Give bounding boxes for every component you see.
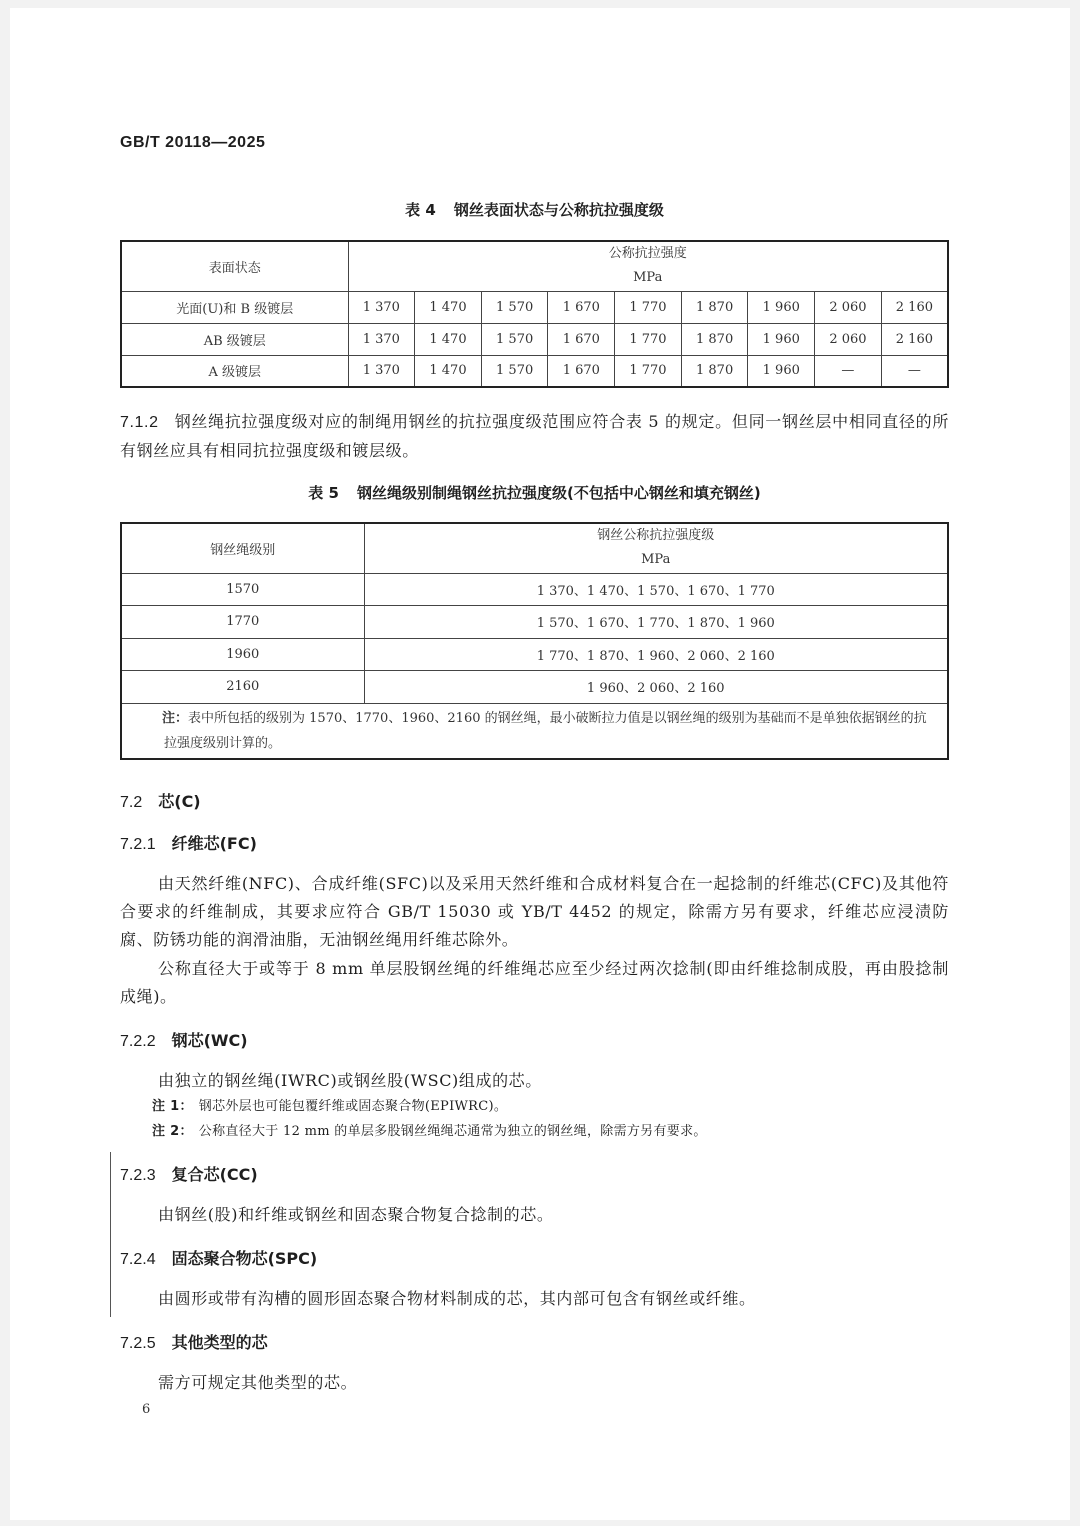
heading-7-2-4 [120,1246,317,1269]
note-2 [152,1120,949,1144]
note-text: 公称直径大于 12 mm 的单层多股钢丝绳绳芯通常为独立的钢丝绳，除需方另有要求。 [198,1124,707,1139]
table-row [121,355,948,387]
section-number: 7.2.4 [120,1251,156,1268]
note-1 [152,1095,949,1119]
table5-caption [120,482,949,503]
table-cell: 1 470 [415,323,482,355]
section-number: 7.2 [120,794,143,811]
heading-7-2 [120,789,201,812]
section-title: 其他类型的芯 [171,1333,268,1352]
table-row [121,573,948,605]
table5-col1-header: 钢丝绳级别 [121,523,364,573]
table-cell: 1 870 [681,355,748,387]
table-cell: 1 370 [348,291,415,323]
table-row [121,670,948,703]
strength-range: 1 370、1 470、1 570、1 670、1 770 [364,573,948,605]
table5-title: 钢丝绳级别制绳钢丝抗拉强度级(不包括中心钢丝和填充钢丝) [356,484,761,502]
section-title: 固态聚合物芯(SPC) [171,1249,318,1268]
table-cell: 2 060 [815,323,882,355]
rope-grade: 1960 [121,638,364,670]
heading-7-2-5 [120,1330,268,1353]
table-cell: 2 060 [815,291,882,323]
table-row [121,638,948,670]
table-cell: 1 960 [748,291,815,323]
strength-range: 1 960、2 060、2 160 [364,670,948,703]
rope-grade: 1770 [121,605,364,638]
table-cell: 1 570 [481,291,548,323]
heading-7-2-2 [120,1028,248,1051]
section-number: 7.2.5 [120,1335,156,1352]
section-title: 芯(C) [158,792,201,811]
paragraph-7-2-1-2: 公称直径大于或等于 8 mm 单层股钢丝绳的纤维绳芯应至少经过两次捻制(即由纤维捻制成股，再由股捻制成绳)。 [120,959,949,1006]
table-cell: — [815,355,882,387]
paragraph-7-1-2 [120,408,949,465]
paragraph-7-2-2-1: 由独立的钢丝绳(IWRC)或钢丝股(WSC)组成的芯。 [158,1071,542,1090]
paragraph-7-2-4-1: 由圆形或带有沟槽的圆形固态聚合物材料制成的芯，其内部可包含有钢丝或纤维。 [158,1289,756,1308]
table-row [121,323,948,355]
strength-range: 1 570、1 670、1 770、1 870、1 960 [364,605,948,638]
rope-grade: 1570 [121,573,364,605]
table-cell: 1 570 [481,355,548,387]
table-cell: 1 770 [615,291,682,323]
table5-number: 表 5 [308,484,339,502]
table-cell: 1 470 [415,355,482,387]
table-cell: 2 160 [881,323,948,355]
section-number: 7.1.2 [120,414,159,431]
table4-group-header: 公称抗拉强度 MPa [348,241,948,291]
rope-grade: 2160 [121,670,364,703]
table-cell: 1 870 [681,323,748,355]
note-text: 表中所包括的级别为 1570、1770、1960、2160 的钢丝绳，最小破断拉力值是以钢丝绳的级别为基础而不是单独依据钢丝的抗拉强度级别计算的。 [164,710,927,751]
table-cell: 1 870 [681,291,748,323]
table4-title: 钢丝表面状态与公称抗拉强度级 [453,201,664,219]
table-cell: 1 570 [481,323,548,355]
section-title: 纤维芯(FC) [171,834,257,853]
table-cell: 1 770 [615,355,682,387]
strength-range: 1 770、1 870、1 960、2 060、2 160 [364,638,948,670]
table4-caption [120,199,949,220]
paragraph-7-2-1-1: 由天然纤维(NFC)、合成纤维(SFC)以及采用天然纤维和合成材料复合在一起捻制的纤维芯(CFC)及其他符合要求的纤维制成，其要求应符合 GB/T 15030 或 YB/T 4452 的规定，除需方另有要求，纤维芯应浸渍防腐、防锈功能的润滑油脂，无油钢丝绳用纤维芯除外。 [120,874,949,949]
table-cell: — [881,355,948,387]
section-title: 复合芯(CC) [171,1165,258,1184]
table-cell: 1 770 [615,323,682,355]
table5-col2-header: 钢丝公称抗拉强度级 MPa [364,523,948,573]
table-cell: 1 670 [548,355,615,387]
section-title: 钢芯(WC) [171,1031,248,1050]
table-cell: 1 470 [415,291,482,323]
table-cell: 1 960 [748,323,815,355]
table4-unit: MPa [633,270,663,286]
note-label: 注： [162,710,189,726]
table-row [121,291,948,323]
heading-7-2-3 [120,1162,258,1185]
table4-number: 表 4 [405,201,436,219]
paragraph-7-2-3-1: 由钢丝(股)和纤维或钢丝和固态聚合物复合捻制的芯。 [158,1205,554,1224]
row-label: 光面(U)和 B 级镀层 [121,291,348,323]
section-number: 7.2.1 [120,836,156,853]
table-cell: 1 960 [748,355,815,387]
section-number: 7.2.2 [120,1033,156,1050]
standard-number: GB/T 20118—2025 [120,134,266,151]
paragraph-7-2-5-1: 需方可规定其他类型的芯。 [158,1373,358,1392]
paragraph-text: 钢丝绳抗拉强度级对应的制绳用钢丝的抗拉强度级范围应符合表 5 的规定。但同一钢丝层中相同直径的所有钢丝应具有相同抗拉强度级和镀层级。 [120,412,949,460]
table-row [121,605,948,638]
row-label: A 级镀层 [121,355,348,387]
table5-unit: MPa [641,552,671,568]
note-text: 钢芯外层也可能包覆纤维或固态聚合物(EPIWRC)。 [198,1099,508,1114]
revision-bar [110,1152,111,1317]
table-cell: 1 670 [548,291,615,323]
page-number: 6 [142,1402,151,1417]
note-label: 注 1： [152,1099,193,1114]
table4 [120,240,949,388]
table5-note [121,703,948,759]
table-cell: 1 670 [548,323,615,355]
row-label: AB 级镀层 [121,323,348,355]
section-number: 7.2.3 [120,1167,156,1184]
table-cell: 1 370 [348,323,415,355]
table5 [120,522,949,760]
table-cell: 1 370 [348,355,415,387]
table4-col1-header: 表面状态 [121,241,348,291]
heading-7-2-1 [120,831,257,854]
table-cell: 2 160 [881,291,948,323]
note-label: 注 2： [152,1124,193,1139]
